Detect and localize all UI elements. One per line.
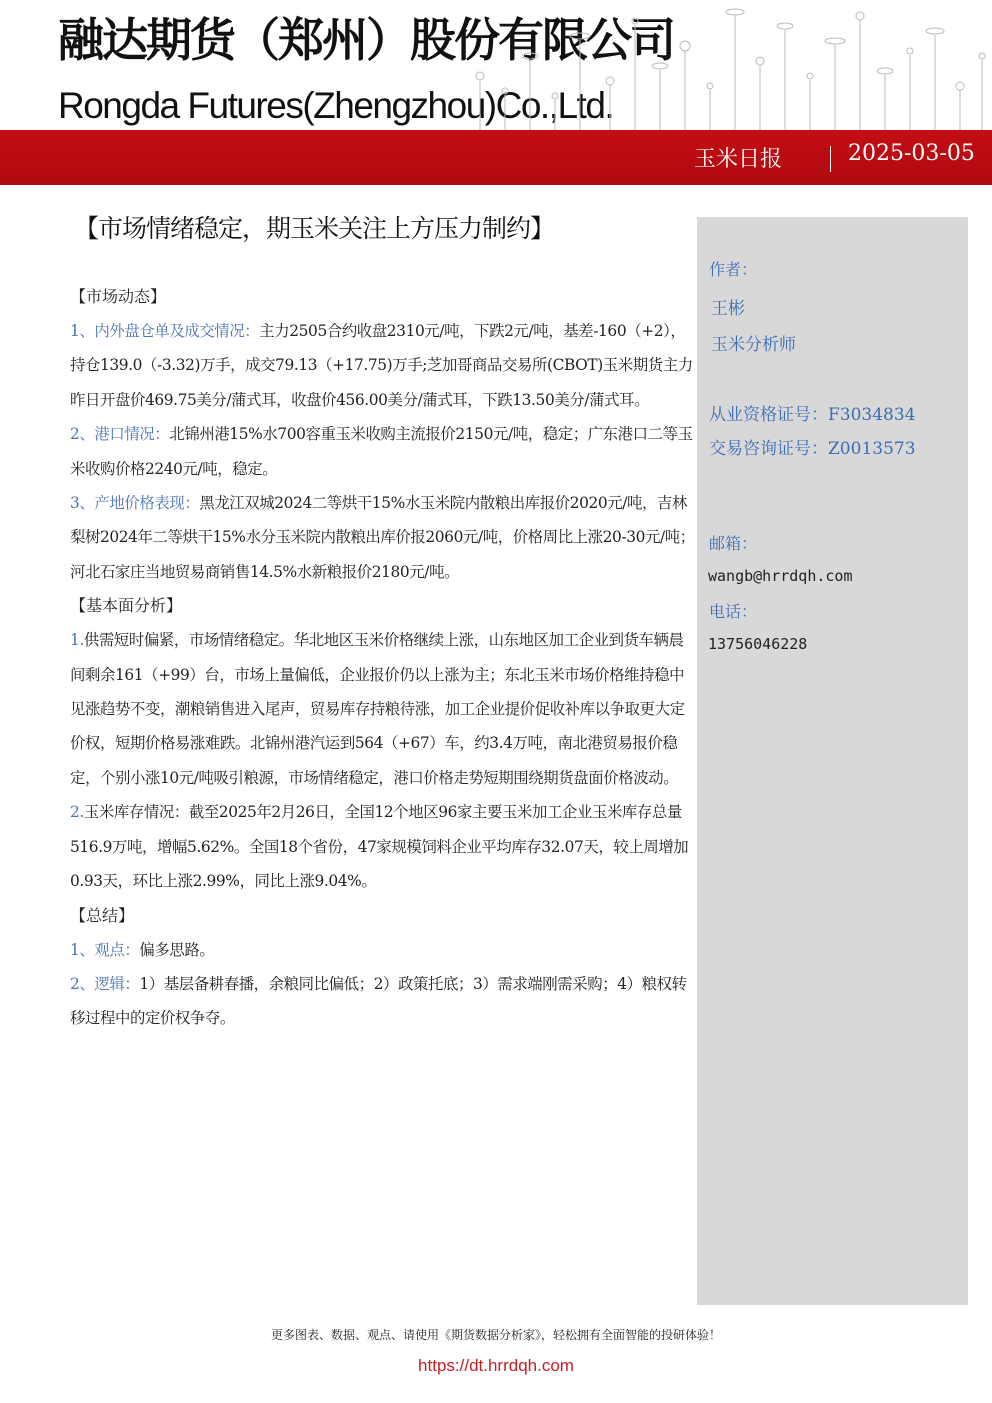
item-label: 1、内外盘仓单及成交情况： xyxy=(70,322,260,340)
consulting-number: 交易咨询证号：Z0013573 xyxy=(709,439,916,459)
phone-number: 13756046228 xyxy=(708,635,808,653)
section-title-fundamental: 【基本面分析】 xyxy=(70,596,183,616)
decorative-pattern xyxy=(460,0,992,130)
author-name: 王彬 xyxy=(711,299,745,319)
report-type: 玉米日报 xyxy=(694,147,783,172)
item-label: 1. xyxy=(70,631,84,650)
header-band xyxy=(0,130,992,185)
item-text: 偏多思路。 xyxy=(139,940,215,959)
item-text: 北锦州港15%水700容重玉米收购主流报价2150元/吨，稳定；广东港口二等玉米收购价格2240元/吨，稳定。 xyxy=(70,425,693,478)
footer-link[interactable]: https://dt.hrrdqh.com xyxy=(418,1356,574,1375)
header-divider xyxy=(830,146,831,172)
author-sidebar xyxy=(697,217,968,1305)
summary-item xyxy=(70,933,695,967)
author-title: 玉米分析师 xyxy=(711,335,796,355)
item-text: 1）基层备耕春播，余粮同比偏低；2）政策托底；3）需求端刚需采购；4）粮权转移过程中的定价权争夺。 xyxy=(70,974,687,1028)
fundamental-item xyxy=(70,623,695,795)
page-title: 【市场情绪稳定，期玉米关注上方压力制约】 xyxy=(74,214,555,243)
item-text: 黑龙江双城2024二等烘干15%水玉米院内散粮出库报价2020元/吨，吉林梨树2024年二等烘干15%水分玉米院内散粮出库价报2060元/吨，价格周比上涨20-30元/吨；河北石家庄当地贸易商销售14.5%水新粮报价2180元/吨。 xyxy=(70,494,695,581)
section-title-summary: 【总结】 xyxy=(70,905,135,925)
phone-label: 电话： xyxy=(709,602,758,621)
item-text: 供需短时偏紧，市场情绪稳定。华北地区玉米价格继续上涨，山东地区加工企业到货车辆晨间剩余161（+99）台，市场上量偏低，企业报价仍以上涨为主；东北玉米市场价格维持稳中见涨趋势不变，潮粮销售进入尾声，贸易库存持粮待涨，加工企业提价促收补库以争取更大定价权，短期价格易涨难跌。北锦州港汽运到564（+67）车，约3.4万吨，南北港贸易报价稳定，个别小涨10元/吨吸引粮源，市场情绪稳定，港口价格走势短期围绕期货盘面价格波动。 xyxy=(70,631,685,787)
footer-note: 更多图表、数据、观点、请使用《期货数据分析家》，轻松拥有全面智能的投研体验！ xyxy=(270,1328,721,1342)
summary-item xyxy=(70,967,695,1036)
item-label: 2、逻辑： xyxy=(70,974,140,993)
company-name-en: Rongda Futures(Zhengzhou)Co.,Ltd. xyxy=(58,85,614,126)
market-item xyxy=(70,417,695,486)
market-item xyxy=(70,486,695,589)
item-text: 主力2505合约收盘2310元/吨，下跌2元/吨，基差-160（+2），持仓139.0（-3.32)万手，成交79.13（+17.75)万手;芝加哥商品交易所(CBOT)玉米期货主力昨日开盘价469.75美分/蒲式耳，收盘价456.00美分/蒲式耳，下跌13.50美分/蒲式耳。 xyxy=(70,322,693,409)
item-text: 玉米库存情况：截至2025年2月26日，全国12个地区96家主要玉米加工企业玉米库存总量516.9万吨，增幅5.62%。全国18个省份，47家规模饲料企业平均库存32.07天，较上周增加0.93天，环比上涨2.99%，同比上涨9.04%。 xyxy=(70,803,689,891)
fundamental-item xyxy=(70,795,695,898)
email-label: 邮箱： xyxy=(709,534,758,553)
item-label: 1、观点： xyxy=(70,940,140,959)
section-title-market: 【市场动态】 xyxy=(70,287,167,306)
company-name-cn: 融达期货（郑州）股份有限公司 xyxy=(58,13,674,67)
email-link[interactable]: wangb@hrrdqh.com xyxy=(708,567,853,585)
report-date: 2025-03-05 xyxy=(848,141,975,166)
item-label: 2. xyxy=(70,803,84,822)
market-item xyxy=(70,314,695,417)
item-label: 3、产地价格表现： xyxy=(70,494,200,513)
author-label: 作者： xyxy=(709,260,758,279)
item-label: 2、港口情况： xyxy=(70,425,170,444)
qualification-number: 从业资格证号：F3034834 xyxy=(709,405,916,425)
main-content xyxy=(70,280,695,1036)
